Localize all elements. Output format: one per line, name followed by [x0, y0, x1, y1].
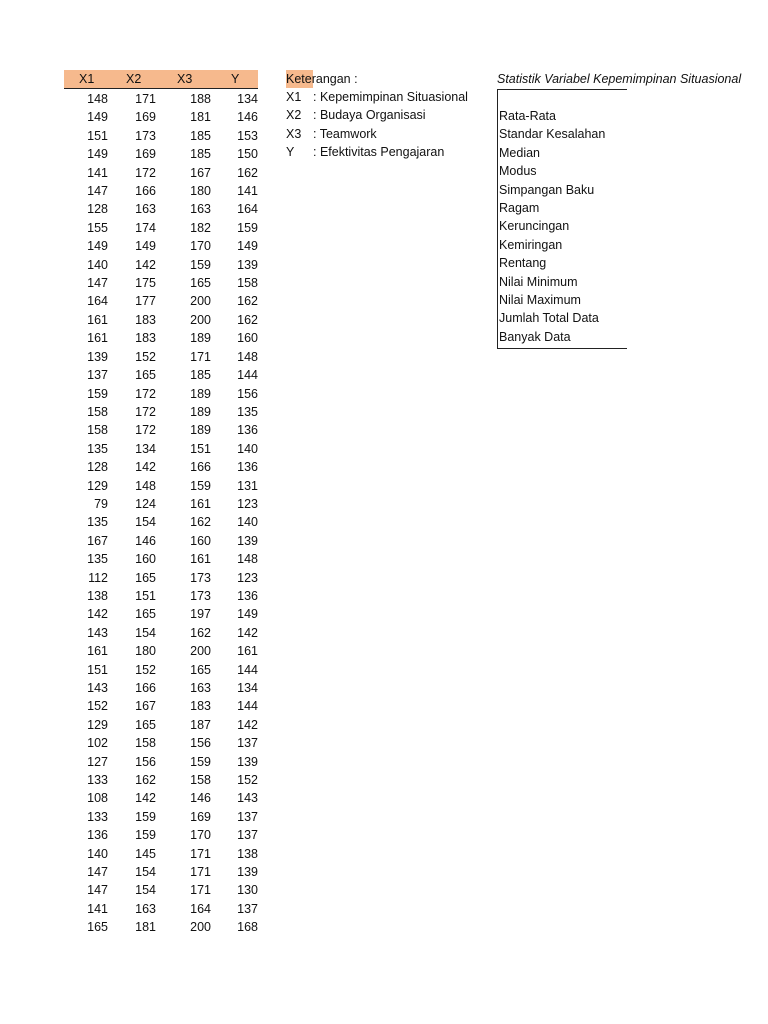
table-cell[interactable]: 188	[190, 92, 211, 106]
keterangan-desc: : Kepemimpinan Situasional	[313, 90, 468, 104]
table-cell[interactable]: 158	[190, 773, 211, 788]
table-row	[64, 734, 258, 752]
keterangan-code: Y	[286, 145, 295, 160]
statistik-item[interactable]: Ragam	[499, 201, 540, 216]
table-row	[64, 771, 258, 789]
keterangan-item[interactable]	[286, 106, 486, 124]
table-row	[64, 845, 258, 863]
table-row	[64, 550, 258, 568]
table-cell[interactable]: 200	[190, 644, 211, 659]
table-row	[64, 513, 258, 531]
table-cell[interactable]: 146	[237, 110, 258, 125]
table-cell[interactable]: 140	[237, 515, 258, 530]
table-cell[interactable]: 152	[87, 699, 108, 714]
table-cell[interactable]: 164	[190, 901, 211, 916]
keterangan-code: X1	[286, 90, 302, 104]
table-cell[interactable]: 108	[87, 791, 108, 806]
table-row	[64, 421, 258, 439]
table-cell[interactable]: 166	[135, 681, 156, 695]
table-cell[interactable]: 174	[135, 220, 156, 235]
statistik-item[interactable]: Kemiringan	[499, 237, 563, 252]
keterangan-desc: : Efektivitas Pengajaran	[313, 145, 445, 160]
table-cell[interactable]: 146	[190, 791, 211, 806]
table-row	[64, 495, 258, 513]
statistik-item[interactable]: Keruncingan	[499, 219, 570, 234]
table-cell[interactable]: 172	[135, 404, 156, 419]
table-row	[64, 329, 258, 347]
table-cell[interactable]: 145	[135, 846, 156, 861]
table-cell[interactable]: 162	[190, 515, 211, 530]
column-header-x1[interactable]: X1	[79, 72, 95, 86]
table-row	[64, 642, 258, 660]
table-cell[interactable]: 170	[190, 828, 211, 843]
keterangan-list	[286, 88, 486, 162]
table-cell[interactable]: 162	[190, 625, 211, 640]
table-row	[64, 274, 258, 292]
table-cell[interactable]: 200	[190, 920, 211, 935]
table-cell[interactable]: 149	[87, 147, 108, 162]
table-cell[interactable]: 165	[135, 717, 156, 732]
table-cell[interactable]: 160	[237, 331, 258, 346]
table-cell[interactable]: 135	[87, 515, 108, 530]
table-cell[interactable]: 131	[237, 478, 258, 493]
table-cell[interactable]: 141	[87, 165, 108, 180]
table-cell[interactable]: 135	[87, 552, 108, 567]
table-cell[interactable]: 136	[237, 460, 258, 475]
table-cell[interactable]: 142	[237, 717, 258, 732]
statistik-item[interactable]: Modus	[499, 164, 537, 179]
table-cell[interactable]: 165	[135, 570, 156, 585]
table-cell[interactable]: 197	[190, 607, 211, 622]
statistik-item[interactable]: Jumlah Total Data	[499, 311, 599, 326]
table-cell[interactable]: 136	[237, 423, 258, 438]
table-cell[interactable]: 161	[190, 552, 211, 567]
table-cell[interactable]: 166	[190, 460, 211, 475]
table-cell[interactable]: 147	[87, 276, 108, 291]
table-cell[interactable]: 139	[237, 865, 258, 880]
table-cell[interactable]: 139	[237, 533, 258, 548]
statistik-item[interactable]: Nilai Minimum	[499, 274, 578, 289]
table-cell[interactable]: 200	[190, 294, 211, 309]
table-cell[interactable]: 159	[135, 828, 156, 843]
table-row	[64, 826, 258, 844]
table-cell[interactable]: 102	[87, 736, 108, 751]
table-cell[interactable]: 159	[190, 257, 211, 272]
table-cell[interactable]: 136	[87, 828, 108, 843]
table-cell[interactable]: 159	[135, 809, 156, 824]
table-cell[interactable]: 162	[237, 312, 258, 327]
table-cell[interactable]: 169	[190, 809, 211, 824]
table-cell[interactable]: 158	[87, 423, 108, 438]
table-row	[64, 311, 258, 329]
table-row	[64, 863, 258, 881]
table-cell[interactable]: 189	[190, 386, 211, 401]
table-row	[64, 256, 258, 274]
table-cell[interactable]: 136	[237, 588, 258, 603]
table-row	[64, 605, 258, 623]
table-cell[interactable]: 163	[135, 901, 156, 916]
table-cell[interactable]: 161	[237, 644, 258, 659]
table-row	[64, 127, 258, 145]
table-cell[interactable]: 137	[237, 901, 258, 916]
table-cell[interactable]: 140	[87, 846, 108, 861]
table-cell[interactable]: 147	[87, 883, 108, 898]
statistik-item[interactable]: Rata-Rata	[499, 109, 556, 123]
table-cell[interactable]: 156	[237, 386, 258, 401]
table-row	[64, 753, 258, 771]
table-row	[64, 789, 258, 807]
table-cell[interactable]: 181	[190, 110, 211, 125]
table-row	[64, 182, 258, 200]
table-cell[interactable]: 170	[190, 239, 211, 254]
table-cell[interactable]: 144	[237, 368, 258, 383]
table-cell[interactable]: 156	[135, 754, 156, 769]
table-cell[interactable]: 181	[135, 920, 156, 935]
table-cell[interactable]: 162	[237, 294, 258, 309]
table-cell[interactable]: 169	[135, 110, 156, 125]
table-cell[interactable]: 171	[190, 846, 211, 861]
table-cell[interactable]: 141	[237, 184, 258, 199]
table-cell[interactable]: 165	[135, 368, 156, 383]
table-cell[interactable]: 141	[87, 901, 108, 916]
table-row	[64, 219, 258, 237]
table-row	[64, 366, 258, 384]
table-cell[interactable]: 112	[88, 570, 108, 585]
table-cell[interactable]: 153	[237, 128, 258, 143]
table-cell[interactable]: 142	[237, 625, 258, 640]
table-cell[interactable]: 137	[237, 828, 258, 843]
table-cell[interactable]: 185	[190, 147, 211, 162]
table-cell[interactable]: 159	[237, 220, 258, 235]
table-cell[interactable]: 167	[190, 165, 211, 180]
table-cell[interactable]: 159	[87, 386, 108, 401]
table-cell[interactable]: 175	[135, 276, 156, 291]
table-row	[64, 716, 258, 734]
table-cell[interactable]: 161	[87, 312, 108, 327]
table-cell[interactable]: 151	[87, 128, 108, 143]
table-body	[64, 90, 258, 937]
table-cell[interactable]: 130	[237, 883, 258, 898]
table-cell[interactable]: 163	[190, 202, 211, 217]
table-cell[interactable]: 155	[87, 220, 108, 235]
table-cell[interactable]: 172	[135, 165, 156, 180]
table-cell[interactable]: 163	[135, 202, 156, 217]
table-cell[interactable]: 144	[237, 699, 258, 714]
table-cell[interactable]: 152	[135, 349, 156, 364]
table-cell[interactable]: 158	[87, 404, 108, 419]
keterangan-item[interactable]	[286, 125, 486, 143]
table-cell[interactable]: 142	[135, 791, 156, 806]
table-cell[interactable]: 135	[237, 404, 258, 419]
table-cell[interactable]: 134	[237, 92, 258, 106]
column-header-x3[interactable]: X3	[177, 72, 193, 86]
table-row	[64, 145, 258, 163]
table-cell[interactable]: 173	[190, 588, 211, 603]
table-row	[64, 900, 258, 918]
table-cell[interactable]: 167	[135, 699, 156, 714]
table-cell[interactable]: 171	[190, 349, 211, 364]
table-cell[interactable]: 135	[87, 441, 108, 456]
table-cell[interactable]: 163	[190, 681, 211, 695]
table-cell[interactable]: 140	[237, 441, 258, 456]
table-cell[interactable]: 172	[135, 423, 156, 438]
table-cell[interactable]: 138	[87, 588, 108, 603]
keterangan-desc: : Teamwork	[313, 126, 377, 141]
statistik-item[interactable]: Rentang	[499, 256, 547, 271]
table-cell[interactable]: 171	[135, 92, 156, 106]
table-cell[interactable]: 159	[190, 478, 211, 493]
table-row	[64, 808, 258, 826]
table-cell[interactable]: 160	[190, 533, 211, 548]
table-cell[interactable]: 156	[190, 736, 211, 751]
table-cell[interactable]: 150	[237, 147, 258, 162]
table-cell[interactable]: 142	[87, 607, 108, 622]
table-cell[interactable]: 169	[135, 147, 156, 162]
table-cell[interactable]: 142	[135, 257, 156, 272]
table-row	[64, 697, 258, 715]
table-row	[64, 237, 258, 255]
table-cell[interactable]: 158	[237, 276, 258, 291]
table-cell[interactable]: 147	[87, 184, 108, 199]
table-header-row	[64, 70, 258, 89]
table-cell[interactable]: 158	[135, 736, 156, 751]
table-cell[interactable]: 171	[190, 865, 211, 880]
table-cell[interactable]: 200	[190, 312, 211, 327]
table-row	[64, 569, 258, 587]
table-row	[64, 881, 258, 899]
table-cell[interactable]: 151	[87, 662, 108, 677]
table-cell[interactable]: 137	[237, 809, 258, 824]
table-row	[64, 403, 258, 421]
table-cell[interactable]: 187	[190, 717, 211, 732]
statistik-item[interactable]: Standar Kesalahan	[499, 127, 606, 142]
table-row	[64, 477, 258, 495]
table-cell[interactable]: 185	[190, 368, 211, 383]
table-row	[64, 661, 258, 679]
table-cell[interactable]: 123	[237, 570, 258, 585]
table-cell[interactable]: 180	[190, 184, 211, 199]
table-row	[64, 164, 258, 182]
table-cell[interactable]: 173	[190, 570, 211, 585]
table-cell[interactable]: 152	[237, 773, 258, 788]
table-cell[interactable]: 151	[190, 441, 211, 456]
table-cell[interactable]: 128	[87, 202, 108, 217]
statistik-item[interactable]: Nilai Maximum	[499, 293, 581, 308]
keterangan-item[interactable]	[286, 143, 486, 161]
table-cell[interactable]: 149	[135, 239, 156, 254]
table-cell[interactable]: 159	[190, 754, 211, 769]
table-row	[64, 292, 258, 310]
table-cell[interactable]: 149	[237, 607, 258, 622]
table-cell[interactable]: 138	[237, 846, 258, 861]
table-cell[interactable]: 143	[87, 681, 108, 695]
table-cell[interactable]: 168	[237, 920, 258, 935]
table-cell[interactable]: 143	[87, 625, 108, 640]
table-row	[64, 679, 258, 697]
table-cell[interactable]: 154	[135, 515, 156, 530]
table-cell[interactable]: 180	[135, 644, 156, 659]
table-cell[interactable]: 123	[237, 496, 258, 511]
column-header-x2[interactable]: X2	[126, 72, 142, 86]
table-row	[64, 348, 258, 366]
table-row	[64, 624, 258, 642]
table-cell[interactable]: 139	[237, 754, 258, 769]
table-cell[interactable]: 165	[190, 276, 211, 291]
table-cell[interactable]: 154	[135, 625, 156, 640]
table-cell[interactable]: 164	[237, 202, 258, 217]
table-cell[interactable]: 182	[190, 220, 211, 235]
table-cell[interactable]: 144	[237, 662, 258, 677]
table-cell[interactable]: 148	[237, 349, 258, 364]
table-cell[interactable]: 142	[135, 460, 156, 475]
keterangan-desc: : Budaya Organisasi	[313, 108, 426, 123]
table-cell[interactable]: 166	[135, 184, 156, 199]
table-cell[interactable]: 172	[135, 386, 156, 401]
table-row	[64, 108, 258, 126]
table-cell[interactable]: 133	[87, 809, 108, 824]
column-header-y[interactable]: Y	[231, 72, 240, 86]
table-cell[interactable]: 189	[190, 423, 211, 438]
data-table	[64, 70, 258, 935]
table-cell[interactable]: 149	[87, 110, 108, 125]
table-cell[interactable]: 147	[87, 865, 108, 880]
table-row	[64, 918, 258, 936]
table-row	[64, 532, 258, 550]
table-cell[interactable]: 134	[135, 441, 156, 456]
table-cell[interactable]: 171	[190, 883, 211, 898]
table-cell[interactable]: 162	[135, 773, 156, 788]
keterangan-title-cell[interactable]	[286, 70, 486, 88]
table-cell[interactable]: 183	[190, 699, 211, 714]
keterangan-code: X2	[286, 108, 302, 123]
statistik-item[interactable]: Median	[499, 145, 540, 160]
table-cell[interactable]: 133	[87, 773, 108, 788]
keterangan-code: X3	[286, 126, 302, 141]
table-row	[64, 440, 258, 458]
keterangan-title: Keterangan :	[286, 72, 358, 86]
statistik-title[interactable]: Statistik Variabel Kepemimpinan Situasional	[497, 72, 742, 86]
table-cell[interactable]: 167	[87, 533, 108, 548]
table-row	[64, 587, 258, 605]
table-cell[interactable]: 165	[135, 607, 156, 622]
table-cell[interactable]: 189	[190, 331, 211, 346]
table-cell[interactable]: 177	[135, 294, 156, 309]
table-cell[interactable]: 129	[87, 478, 108, 493]
table-cell[interactable]: 146	[135, 533, 156, 548]
table-cell[interactable]: 148	[237, 552, 258, 567]
keterangan-item[interactable]	[286, 88, 486, 106]
table-cell[interactable]: 185	[190, 128, 211, 143]
table-cell[interactable]: 137	[87, 368, 108, 383]
statistik-item[interactable]: Banyak Data	[499, 329, 571, 344]
table-cell[interactable]: 173	[135, 128, 156, 143]
table-cell[interactable]: 128	[87, 460, 108, 475]
table-cell[interactable]: 164	[87, 294, 108, 309]
table-cell[interactable]: 154	[135, 865, 156, 880]
table-row	[64, 200, 258, 218]
table-cell[interactable]: 140	[87, 257, 108, 272]
table-cell[interactable]: 149	[237, 239, 258, 254]
table-cell[interactable]: 183	[135, 331, 156, 346]
table-cell[interactable]: 79	[94, 496, 108, 511]
table-cell[interactable]: 160	[135, 552, 156, 567]
table-row	[64, 90, 258, 108]
table-cell[interactable]: 148	[87, 92, 108, 106]
table-cell[interactable]: 129	[87, 717, 108, 732]
statistik-item[interactable]: Simpangan Baku	[499, 182, 595, 197]
table-cell[interactable]: 149	[87, 239, 108, 254]
table-cell[interactable]: 139	[87, 349, 108, 364]
table-row	[64, 458, 258, 476]
table-cell[interactable]: 148	[135, 478, 156, 493]
table-row	[64, 385, 258, 403]
table-cell[interactable]: 152	[135, 662, 156, 677]
keterangan-legend	[286, 70, 486, 162]
statistik-list	[499, 107, 627, 346]
table-cell[interactable]: 183	[135, 312, 156, 327]
table-cell[interactable]: 154	[135, 883, 156, 898]
table-cell[interactable]: 151	[135, 588, 156, 603]
statistik-section	[497, 70, 742, 344]
table-cell[interactable]: 124	[135, 496, 156, 511]
table-cell[interactable]: 162	[237, 165, 258, 180]
table-cell[interactable]: 134	[237, 681, 258, 695]
table-cell[interactable]: 165	[87, 920, 108, 935]
table-cell[interactable]: 165	[190, 662, 211, 677]
table-cell[interactable]: 139	[237, 257, 258, 272]
table-cell[interactable]: 161	[87, 331, 108, 346]
table-cell[interactable]: 137	[237, 736, 258, 751]
table-cell[interactable]: 127	[87, 754, 108, 769]
table-cell[interactable]: 161	[190, 496, 211, 511]
table-cell[interactable]: 161	[87, 644, 108, 659]
table-cell[interactable]: 143	[237, 791, 258, 806]
table-cell[interactable]: 189	[190, 404, 211, 419]
